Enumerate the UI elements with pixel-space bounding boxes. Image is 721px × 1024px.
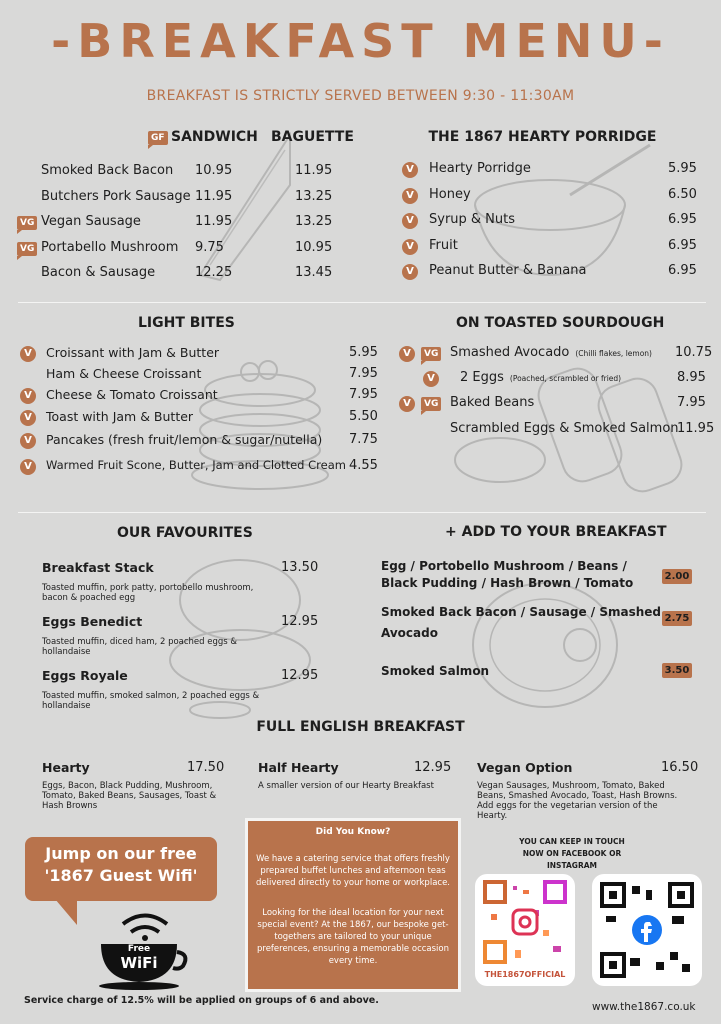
favourite-name: Eggs Benedict <box>42 614 143 629</box>
favourites-heading: OUR FAVOURITES <box>117 525 253 541</box>
events-text: Looking for the ideal location for your next special event? At the 1867, our bespoke get-togethers are tailored to your unique preferences, ensuring a memorable occasion every time. <box>256 908 449 966</box>
favourite-description: Toasted muffin, diced ham, 2 poached eggs & hollandaise <box>42 637 238 657</box>
catering-text: We have a catering service that offers freshly prepared buffet lunches and afternoon teas delivered directly to your home or workplace. <box>255 854 451 888</box>
menu-item-name: Peanut Butter & Banana <box>429 263 587 278</box>
vegetarian-icon: V <box>402 188 418 204</box>
menu-title: -BREAKFAST MENU- <box>51 14 670 68</box>
porridge-section <box>380 125 721 295</box>
serving-times: BREAKFAST IS STRICTLY SERVED BETWEEN 9:30 - 11:30AM <box>146 88 575 104</box>
plate-sketch-icon <box>470 575 620 715</box>
add-on-name: Egg / Portobello Mushroom / Beans / Black Pudding / Hash Brown / Tomato <box>381 559 634 590</box>
vegetarian-icon: V <box>20 346 36 362</box>
baguette-col-heading: BAGUETTE <box>271 129 354 145</box>
gf-tag: GF <box>148 131 168 145</box>
light-bites-heading: LIGHT BITES <box>138 315 235 331</box>
menu-item-price: 5.95 <box>668 161 697 176</box>
vegetarian-icon: V <box>402 239 418 255</box>
did-you-know-box <box>245 818 461 992</box>
menu-item-price: 10.75 <box>675 345 713 360</box>
add-on-price-badge: 2.75 <box>662 611 692 626</box>
menu-item-name: Ham & Cheese Croissant <box>46 366 202 381</box>
favourite-description: Toasted muffin, smoked salmon, 2 poached eggs & hollandaise <box>42 691 260 711</box>
pancakes-sketch-icon <box>190 350 330 495</box>
vegetarian-icon: V <box>20 410 36 426</box>
favourite-description: Toasted muffin, pork patty, portobello mushroom, bacon & poached egg <box>42 583 254 603</box>
cup-free-label: Free <box>127 944 151 954</box>
add-ons-heading: + ADD TO YOUR BREAKFAST <box>445 524 667 540</box>
menu-item-price: 6.95 <box>668 237 697 253</box>
menu-item-price: 11.95 <box>677 421 715 436</box>
sandwich-section <box>0 125 360 295</box>
wifi-bubble <box>25 837 217 901</box>
full-english-description: Vegan Sausages, Mushroom, Tomato, Baked Beans, Smashed Avocado, Toast, Hash Browns. Add eggs for the vegetarian version of the Hearty. <box>477 781 678 821</box>
full-english-price: 17.50 <box>187 760 225 775</box>
vegan-tag: VG <box>421 397 441 411</box>
menu-item-name: Smoked Back Bacon <box>41 163 174 178</box>
menu-item-price: 7.95 <box>349 366 378 381</box>
wifi-bubble-text: Jump on our free '1867 Guest Wifi' <box>44 844 198 885</box>
baguette-price: 13.25 <box>295 188 333 204</box>
vegetarian-icon: V <box>20 459 36 475</box>
menu-item-name <box>450 421 679 436</box>
vegetarian-icon: V <box>399 396 415 412</box>
favourites-section <box>0 520 350 720</box>
light-bites-section <box>0 310 390 500</box>
menu-item-name: Portabello Mushroom <box>41 239 179 255</box>
menu-item-price: 6.50 <box>668 186 697 202</box>
add-on-name: Smoked Salmon <box>381 664 490 678</box>
menu-item-name: Pancakes (fresh fruit/lemon & sugar/nutella) <box>46 432 323 447</box>
favourite-name: Eggs Royale <box>42 668 128 683</box>
full-english-price: 16.50 <box>661 760 699 775</box>
sandwich-price: 9.75 <box>195 239 224 255</box>
cup-wifi-label: WiFi <box>120 954 158 972</box>
favourite-price: 12.95 <box>281 614 319 629</box>
instagram-handle: THE1867OFFICIAL <box>484 970 566 979</box>
sourdough-section <box>390 310 721 500</box>
sandwich-price: 11.95 <box>195 214 233 229</box>
full-english-name: Half Hearty <box>258 760 339 775</box>
menu-item-name: Cheese & Tomato Croissant <box>46 387 218 402</box>
sandwich-sketch-icon <box>190 125 300 285</box>
menu-item-price: 8.95 <box>677 370 706 385</box>
vegetarian-icon: V <box>402 213 418 229</box>
full-english-name: Hearty <box>42 760 90 775</box>
divider <box>18 512 706 513</box>
vegetarian-icon: V <box>399 346 415 362</box>
bubble-tail <box>55 899 77 925</box>
menu-item-name: Fruit <box>429 237 458 253</box>
menu-item-note: (Poached, scrambled or fried) <box>509 374 622 383</box>
instagram-qr-code[interactable] <box>475 874 575 986</box>
menu-item-name <box>460 370 621 385</box>
vegetarian-icon: V <box>402 264 418 280</box>
menu-item-name: Croissant with Jam & Butter <box>46 345 220 360</box>
divider <box>18 302 706 303</box>
add-on-price-badge: 2.00 <box>662 569 692 584</box>
sandwich-price: 12.25 <box>195 265 233 280</box>
menu-item-price: 7.75 <box>349 432 378 447</box>
full-english-price: 12.95 <box>414 760 452 775</box>
full-english-description: A smaller version of our Hearty Breakfast <box>258 781 434 791</box>
vegetarian-icon: V <box>20 433 36 449</box>
full-english-description: Eggs, Bacon, Black Pudding, Mushroom, Tomato, Baked Beans, Sausages, Toast & Hash Browns <box>42 781 217 811</box>
social-text: YOU CAN KEEP IN TOUCH NOW ON FACEBOOK OR INSTAGRAM <box>519 837 625 870</box>
menu-item-label: Baked Beans <box>450 395 535 410</box>
porridge-heading: THE 1867 HEARTY PORRIDGE <box>428 129 657 145</box>
add-on-price-badge: 3.50 <box>662 663 692 678</box>
baguette-price: 13.45 <box>295 265 333 280</box>
facebook-qr-code[interactable] <box>592 874 702 986</box>
add-on-name: Smoked Back Bacon / Sausage / Smashed Avocado <box>381 605 662 640</box>
baguette-price: 11.95 <box>295 163 333 178</box>
menu-item-price: 4.55 <box>349 458 378 473</box>
sandwich-col-heading: SANDWICH <box>171 129 258 145</box>
service-charge-note: Service charge of 12.5% will be applied on groups of 6 and above. <box>24 995 379 1006</box>
vegan-tag: VG <box>421 347 441 361</box>
vegetarian-icon: V <box>20 388 36 404</box>
sourdough-heading: ON TOASTED SOURDOUGH <box>456 315 665 331</box>
menu-item-label: Smashed Avocado <box>450 345 570 360</box>
menu-item-name <box>450 345 652 360</box>
menu-item-price: 7.95 <box>349 387 378 402</box>
menu-item-price: 5.95 <box>349 345 378 360</box>
menu-item-price: 6.95 <box>668 263 697 278</box>
website-link[interactable]: www.the1867.co.uk <box>592 1001 696 1013</box>
menu-item-label: 2 Eggs <box>460 370 504 385</box>
menu-item-price: 7.95 <box>677 395 706 410</box>
menu-item-price: 5.50 <box>349 409 378 424</box>
menu-item-name: Vegan Sausage <box>41 214 141 229</box>
favourite-name: Breakfast Stack <box>42 560 154 575</box>
facebook-qr-icon <box>600 882 694 978</box>
sandwich-price: 10.95 <box>195 163 233 178</box>
menu-item-name: Hearty Porridge <box>429 161 531 176</box>
menu-item-name: Honey <box>429 186 471 202</box>
sandwich-price: 11.95 <box>195 188 233 204</box>
menu-item-name: Syrup & Nuts <box>429 212 516 227</box>
favourite-price: 12.95 <box>281 668 319 683</box>
menu-item-price: 6.95 <box>668 212 697 227</box>
favourite-price: 13.50 <box>281 560 319 575</box>
menu-item-name: Warmed Fruit Scone, Butter, Jam and Clotted Cream <box>46 458 346 472</box>
vegetarian-icon: V <box>402 162 418 178</box>
vegetarian-icon: V <box>423 371 439 387</box>
menu-item-name: Butchers Pork Sausage <box>41 188 191 204</box>
menu-item-note: (Chilli flakes, lemon) <box>575 349 652 358</box>
menu-item-name: Toast with Jam & Butter <box>46 409 194 424</box>
full-english-name: Vegan Option <box>477 760 573 775</box>
menu-item-name: Bacon & Sausage <box>41 265 156 280</box>
vegan-tag: VG <box>17 216 37 230</box>
baguette-price: 13.25 <box>295 214 333 229</box>
baguette-price: 10.95 <box>295 239 333 255</box>
vegan-tag: VG <box>17 242 37 256</box>
add-ons-section <box>360 520 721 720</box>
menu-item-label: Scrambled Eggs & Smoked Salmon <box>450 421 679 436</box>
did-you-know-title: Did You Know? <box>315 827 391 837</box>
menu-item-name <box>450 395 534 410</box>
full-english-heading: FULL ENGLISH BREAKFAST <box>256 719 465 735</box>
instagram-qr-icon <box>483 880 567 964</box>
